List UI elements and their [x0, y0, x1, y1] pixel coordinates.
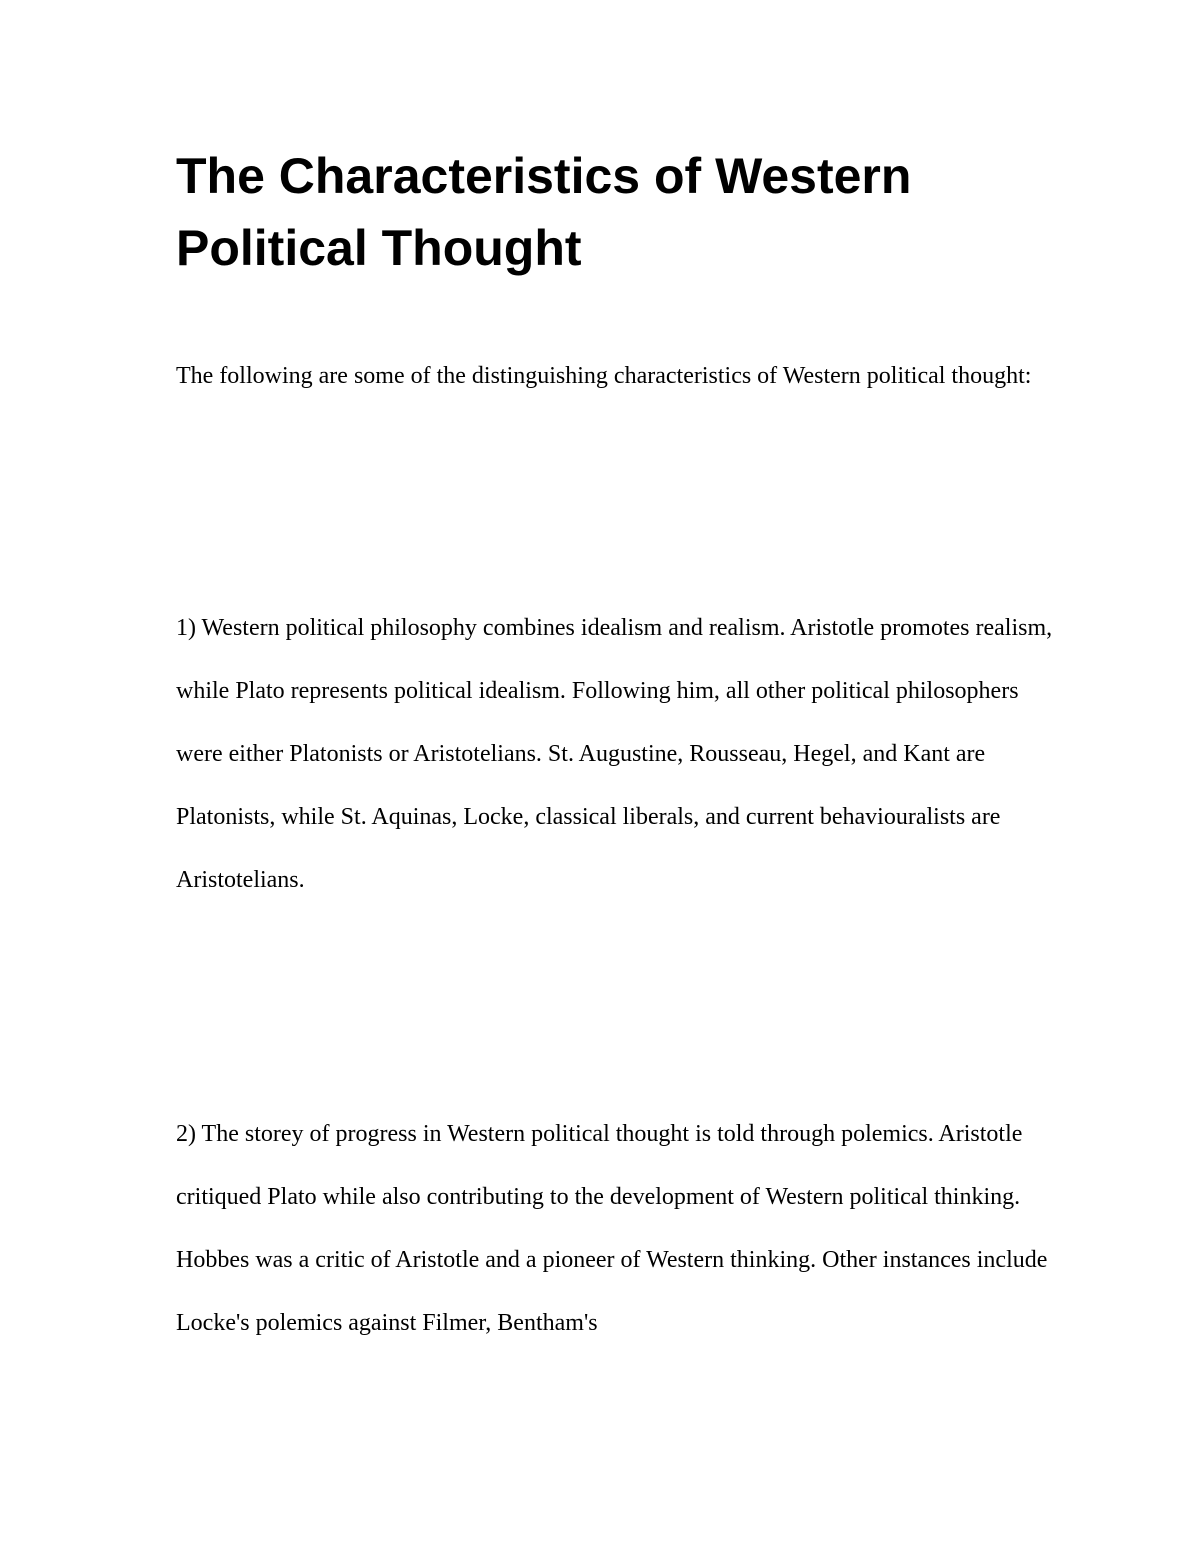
document-title: The Characteristics of Western Political Thought: [176, 148, 912, 276]
point-one-paragraph: 1) Western political philosophy combines idealism and realism. Aristotle promotes realism, while Plato represents political idealism. Following him, all other political philosophers were either Platonists or Aristotelians. St. Augustine, Rousseau, Hegel, and Kant are Platonists, while St. Aquinas, Locke, classical liberals, and current behaviouralists are Aristotelians.: [176, 615, 1053, 893]
point-two-paragraph: 2) The storey of progress in Western political thought is told through polemics. Aristotle critiqued Plato while also contributing to the development of Western political thinking. Hobbes was a critic of Aristotle and a pioneer of Western thinking. Other instances include Locke's polemics against Filmer, Bentham's: [176, 1121, 1048, 1336]
intro-paragraph: The following are some of the distinguishing characteristics of Western political thought:: [176, 363, 1032, 389]
